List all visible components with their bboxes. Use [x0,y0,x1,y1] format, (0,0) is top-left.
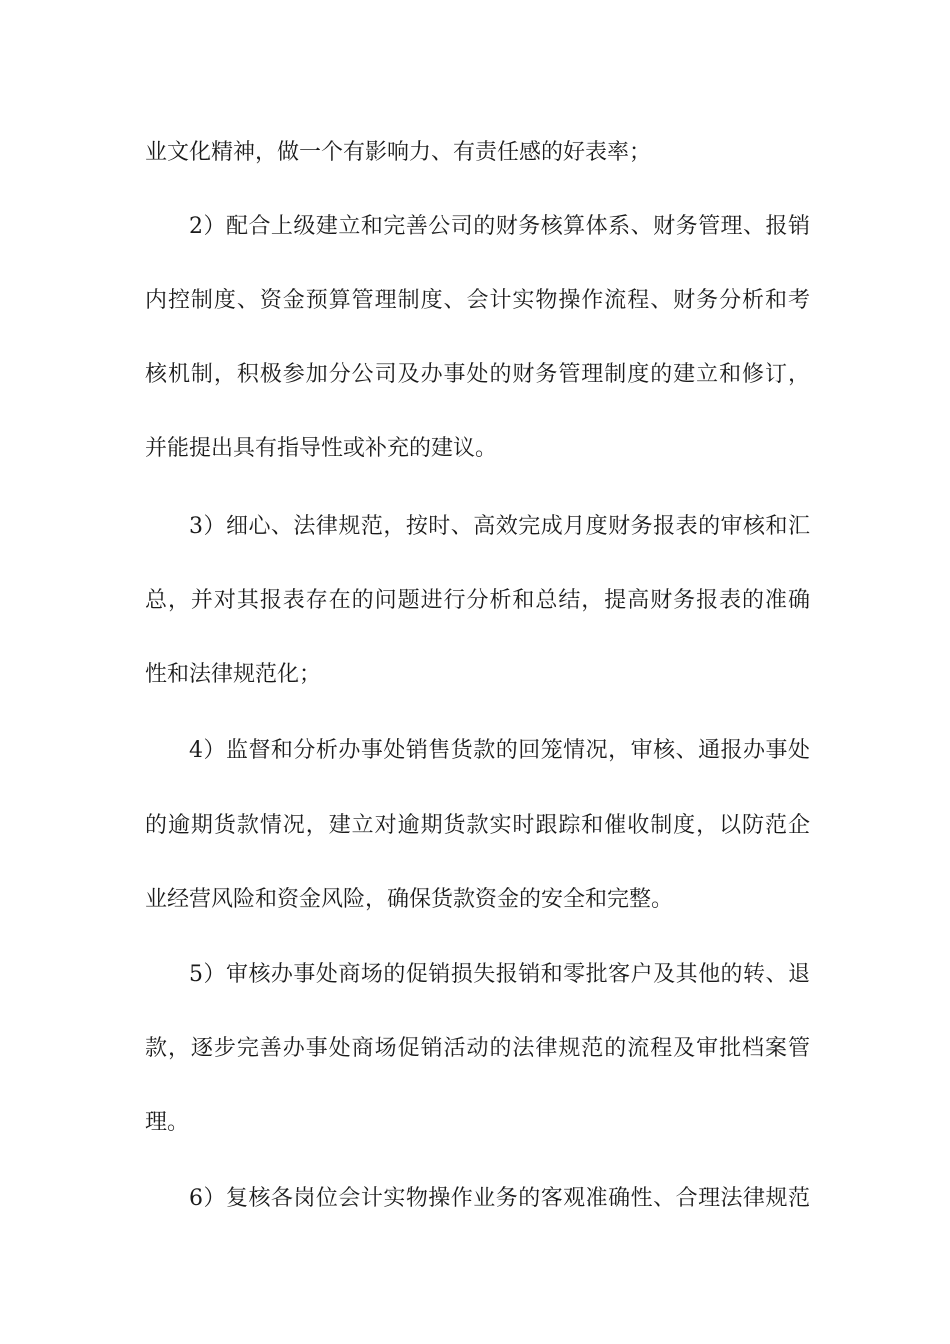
paragraph-line: 的逾期货款情况，建立对逾期货款实时跟踪和催收制度，以防范企 [145,813,810,838]
paragraph-line: 3）细心、法律规范，按时、高效完成月度财务报表的审核和汇 [189,514,810,539]
paragraph-line: 2）配合上级建立和完善公司的财务核算体系、财务管理、报销 [189,214,810,239]
paragraph-line: 性和法律规范化； [145,662,322,687]
paragraph-line: 6）复核各岗位会计实物操作业务的客观准确性、合理法律规范 [189,1186,810,1211]
paragraph-line: 核机制，积极参加分公司及办事处的财务管理制度的建立和修订， [145,362,810,387]
paragraph-line: 4）监督和分析办事处销售货款的回笼情况，审核、通报办事处 [189,738,810,763]
paragraph-line: 款，逐步完善办事处商场促销活动的法律规范的流程及审批档案管 [145,1036,810,1061]
paragraph-line: 理。 [145,1110,190,1135]
paragraph-line: 5）审核办事处商场的促销损失报销和零批客户及其他的转、退 [189,962,810,987]
paragraph-line: 业经营风险和资金风险，确保货款资金的安全和完整。 [145,887,674,912]
paragraph-line: 内控制度、资金预算管理制度、会计实物操作流程、财务分析和考 [145,288,810,313]
paragraph-line: 并能提出具有指导性或补充的建议。 [145,436,498,461]
paragraph-line: 业文化精神，做一个有影响力、有责任感的好表率； [145,140,652,165]
paragraph-line: 总，并对其报表存在的问题进行分析和总结，提高财务报表的准确 [145,588,810,613]
